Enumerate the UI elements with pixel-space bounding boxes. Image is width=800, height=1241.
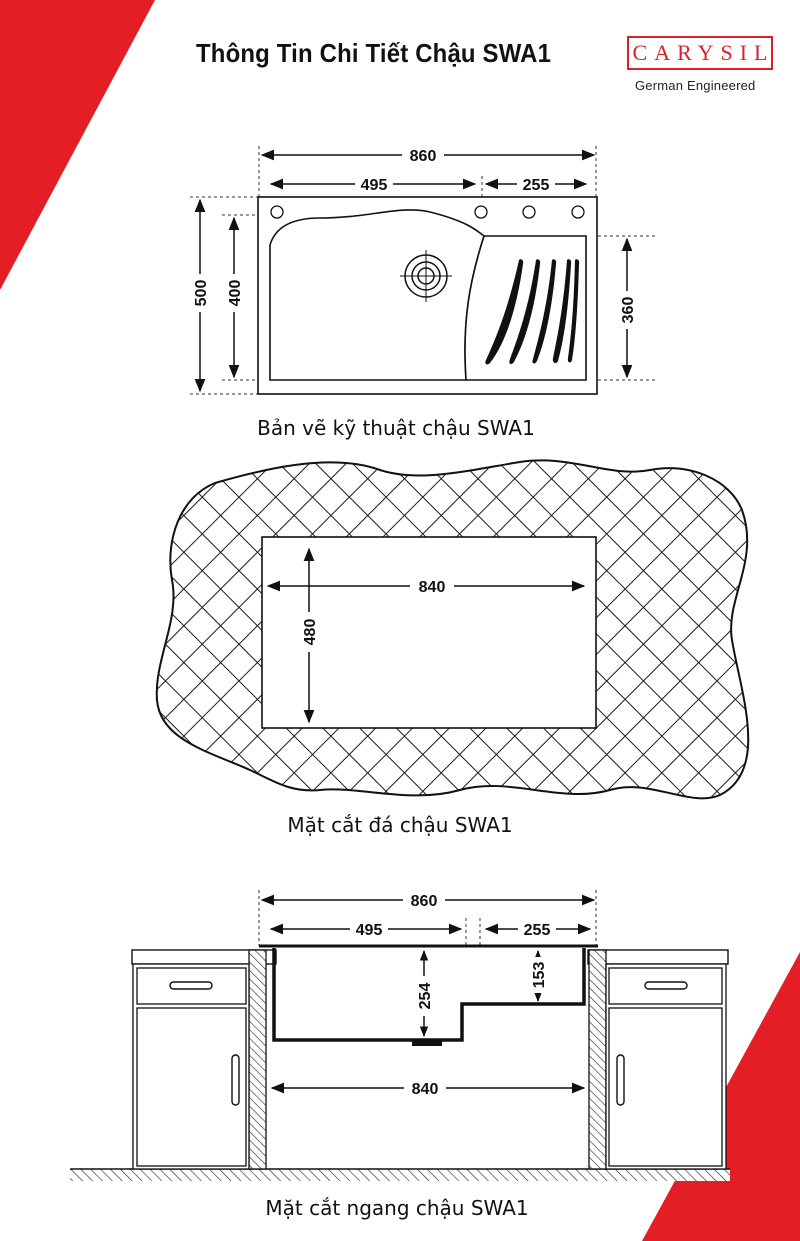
dim-section-drainboard-height: 153 bbox=[531, 961, 548, 989]
dim-cutout-width: 840 bbox=[418, 579, 446, 596]
dim-bowl-width: 495 bbox=[360, 177, 388, 194]
wall-right bbox=[589, 950, 606, 1169]
dim-total-width: 860 bbox=[409, 148, 437, 165]
sink-bowl bbox=[270, 210, 484, 380]
faucet-hole bbox=[572, 206, 584, 218]
drawer-handle-left bbox=[170, 982, 212, 989]
faucet-hole bbox=[271, 206, 283, 218]
dim-section-drainboard-width: 255 bbox=[523, 922, 551, 939]
logo-wordmark: CARYSIL bbox=[632, 40, 775, 65]
caption-stone-cutout: Mặt cắt đá chậu SWA1 bbox=[287, 813, 513, 837]
stone-cutout-drawing bbox=[157, 460, 748, 798]
drawer-handle-right bbox=[645, 982, 687, 989]
logo-tagline: German Engineered bbox=[635, 78, 756, 93]
door-handle-right bbox=[617, 1055, 624, 1105]
door-right bbox=[609, 1008, 722, 1166]
caption-cross-section: Mặt cắt ngang chậu SWA1 bbox=[265, 1196, 529, 1220]
dim-section-total-width: 860 bbox=[410, 893, 438, 910]
wall-left bbox=[249, 950, 266, 1169]
countertop-right bbox=[588, 950, 728, 964]
dim-drainboard-width: 255 bbox=[522, 177, 550, 194]
door-left bbox=[137, 1008, 246, 1166]
door-handle-left bbox=[232, 1055, 239, 1105]
floor bbox=[70, 1169, 730, 1181]
dim-drainboard-depth: 360 bbox=[620, 296, 637, 324]
cross-section-drawing bbox=[70, 890, 730, 1181]
drainboard bbox=[465, 236, 586, 380]
dim-section-cutout-width: 840 bbox=[411, 1081, 439, 1098]
dim-bowl-depth: 400 bbox=[227, 279, 244, 307]
dim-cutout-depth: 480 bbox=[302, 618, 319, 646]
dim-section-bowl-height: 254 bbox=[417, 982, 434, 1010]
page-title: Thông Tin Chi Tiết Chậu SWA1 bbox=[196, 38, 552, 68]
dim-total-depth: 500 bbox=[193, 279, 210, 307]
drain-pipe bbox=[412, 1040, 442, 1046]
faucet-hole bbox=[523, 206, 535, 218]
caption-technical-drawing: Bản vẽ kỹ thuật chậu SWA1 bbox=[257, 416, 535, 440]
faucet-hole bbox=[475, 206, 487, 218]
dim-section-bowl-width: 495 bbox=[355, 922, 383, 939]
top-view-drawing bbox=[189, 145, 655, 394]
